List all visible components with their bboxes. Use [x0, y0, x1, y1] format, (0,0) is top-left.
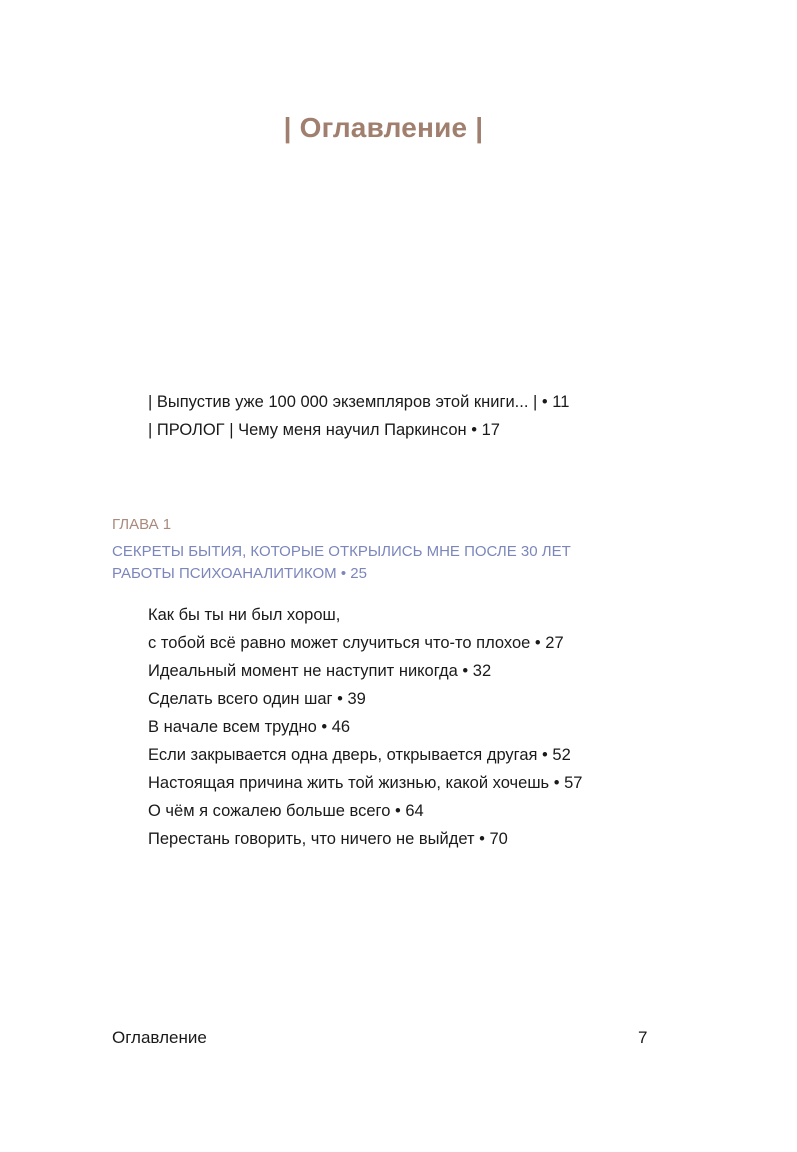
toc-entry-line: Настоящая причина жить той жизнью, какой хочешь • 57 [148, 774, 583, 792]
toc-entry-line: В начале всем трудно • 46 [148, 718, 351, 736]
toc-entry[interactable] [148, 685, 582, 713]
toc-entry-line: Перестань говорить, что ничего не выйдет • 70 [148, 830, 508, 848]
toc-entry[interactable] [148, 601, 582, 657]
toc-entry-line: Если закрывается одна дверь, открывается другая • 52 [148, 746, 571, 764]
toc-entry-line: Как бы ты ни был хорош, [148, 606, 341, 624]
chapter-label: ГЛАВА 1 [112, 516, 172, 533]
toc-entry[interactable] [148, 769, 582, 797]
front-matter-list [148, 388, 569, 444]
page-title: | Оглавление | [283, 112, 484, 143]
front-matter-item-preface[interactable]: | Выпустив уже 100 000 экземпляров этой книги... | • 11 [148, 393, 570, 411]
toc-entry[interactable] [148, 657, 582, 685]
toc-entry[interactable] [148, 713, 582, 741]
running-footer-title: Оглавление [112, 1028, 207, 1047]
toc-entry-line: Сделать всего один шаг • 39 [148, 690, 366, 708]
chapter-title[interactable] [112, 541, 612, 585]
chapter-title-line: РАБОТЫ ПСИХОАНАЛИТИКОМ • 25 [112, 565, 367, 582]
chapter-title-line: СЕКРЕТЫ БЫТИЯ, КОТОРЫЕ ОТКРЫЛИСЬ МНЕ ПОСЛЕ 30 ЛЕТ [112, 543, 571, 560]
toc-entry-line: с тобой всё равно может случиться что-то плохое • 27 [148, 634, 564, 652]
front-matter-item-prologue[interactable]: | ПРОЛОГ | Чему меня научил Паркинсон • 17 [148, 421, 500, 439]
toc-entry-line: Идеальный момент не наступит никогда • 32 [148, 662, 492, 680]
toc-entry[interactable] [148, 741, 582, 769]
toc-entry-line: О чём я сожалею больше всего • 64 [148, 802, 424, 820]
toc-entry[interactable] [148, 825, 582, 853]
toc-entry[interactable] [148, 797, 582, 825]
page-number: 7 [638, 1028, 648, 1047]
chapter-entries-list [148, 601, 582, 853]
